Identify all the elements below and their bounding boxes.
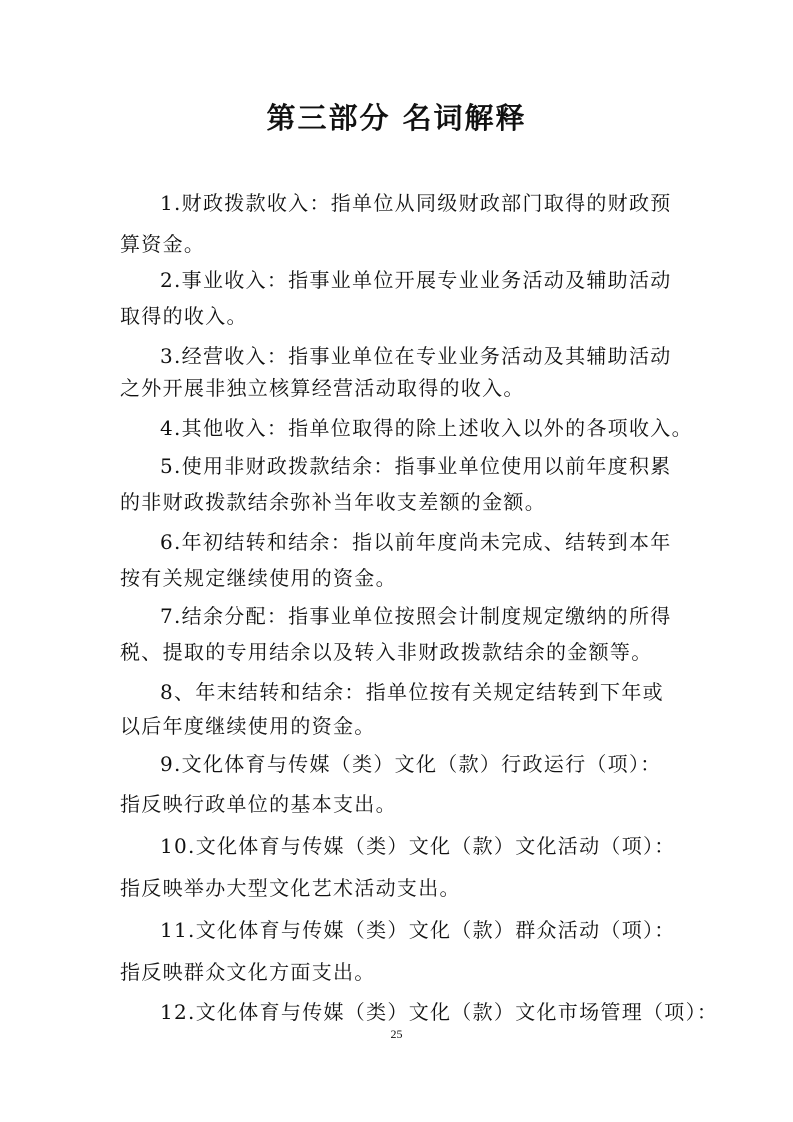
text-line: 取得的收入。 [120, 304, 248, 328]
page-number: 25 [390, 1027, 403, 1041]
text-line: 的非财政拨款结余弥补当年收支差额的金额。 [120, 490, 546, 514]
text-line: 算资金。 [120, 232, 206, 256]
text-line: 之外开展非独立核算经营活动取得的收入。 [120, 376, 525, 400]
text-line: 11.文化体育与传媒（类）文化（款）群众活动（项）： [160, 918, 676, 942]
text-line: 税、提取的专用结余以及转入非财政拨款结余的金额等。 [120, 640, 653, 664]
page-title: 第三部分 名词解释 [266, 101, 527, 135]
text-line: 4.其他收入：指单位取得的除上述收入以外的各项收入。 [160, 416, 693, 440]
text-line: 以后年度继续使用的资金。 [120, 714, 376, 738]
text-line: 指反映举办大型文化艺术活动支出。 [120, 876, 461, 900]
text-line: 9.文化体育与传媒（类）文化（款）行政运行（项）： [160, 752, 662, 776]
text-line: 指反映行政单位的基本支出。 [120, 792, 397, 816]
text-line: 按有关规定继续使用的资金。 [120, 566, 397, 590]
text-line: 3.经营收入：指事业单位在专业业务活动及其辅助活动 [160, 344, 672, 368]
text-line: 2.事业收入：指事业单位开展专业业务活动及辅助活动 [160, 268, 672, 292]
text-line: 10.文化体育与传媒（类）文化（款）文化活动（项）： [160, 834, 676, 858]
text-line: 7.结余分配：指事业单位按照会计制度规定缴纳的所得 [160, 604, 672, 628]
text-line: 指反映群众文化方面支出。 [120, 960, 376, 984]
text-line: 6.年初结转和结余：指以前年度尚未完成、结转到本年 [160, 530, 672, 554]
text-line: 8、年末结转和结余：指单位按有关规定结转到下年或 [160, 680, 664, 704]
text-line: 5.使用非财政拨款结余：指事业单位使用以前年度积累 [160, 454, 672, 478]
text-line: 12.文化体育与传媒（类）文化（款）文化市场管理（项）： [160, 1000, 719, 1024]
text-line: 1.财政拨款收入：指单位从同级财政部门取得的财政预 [160, 191, 672, 215]
